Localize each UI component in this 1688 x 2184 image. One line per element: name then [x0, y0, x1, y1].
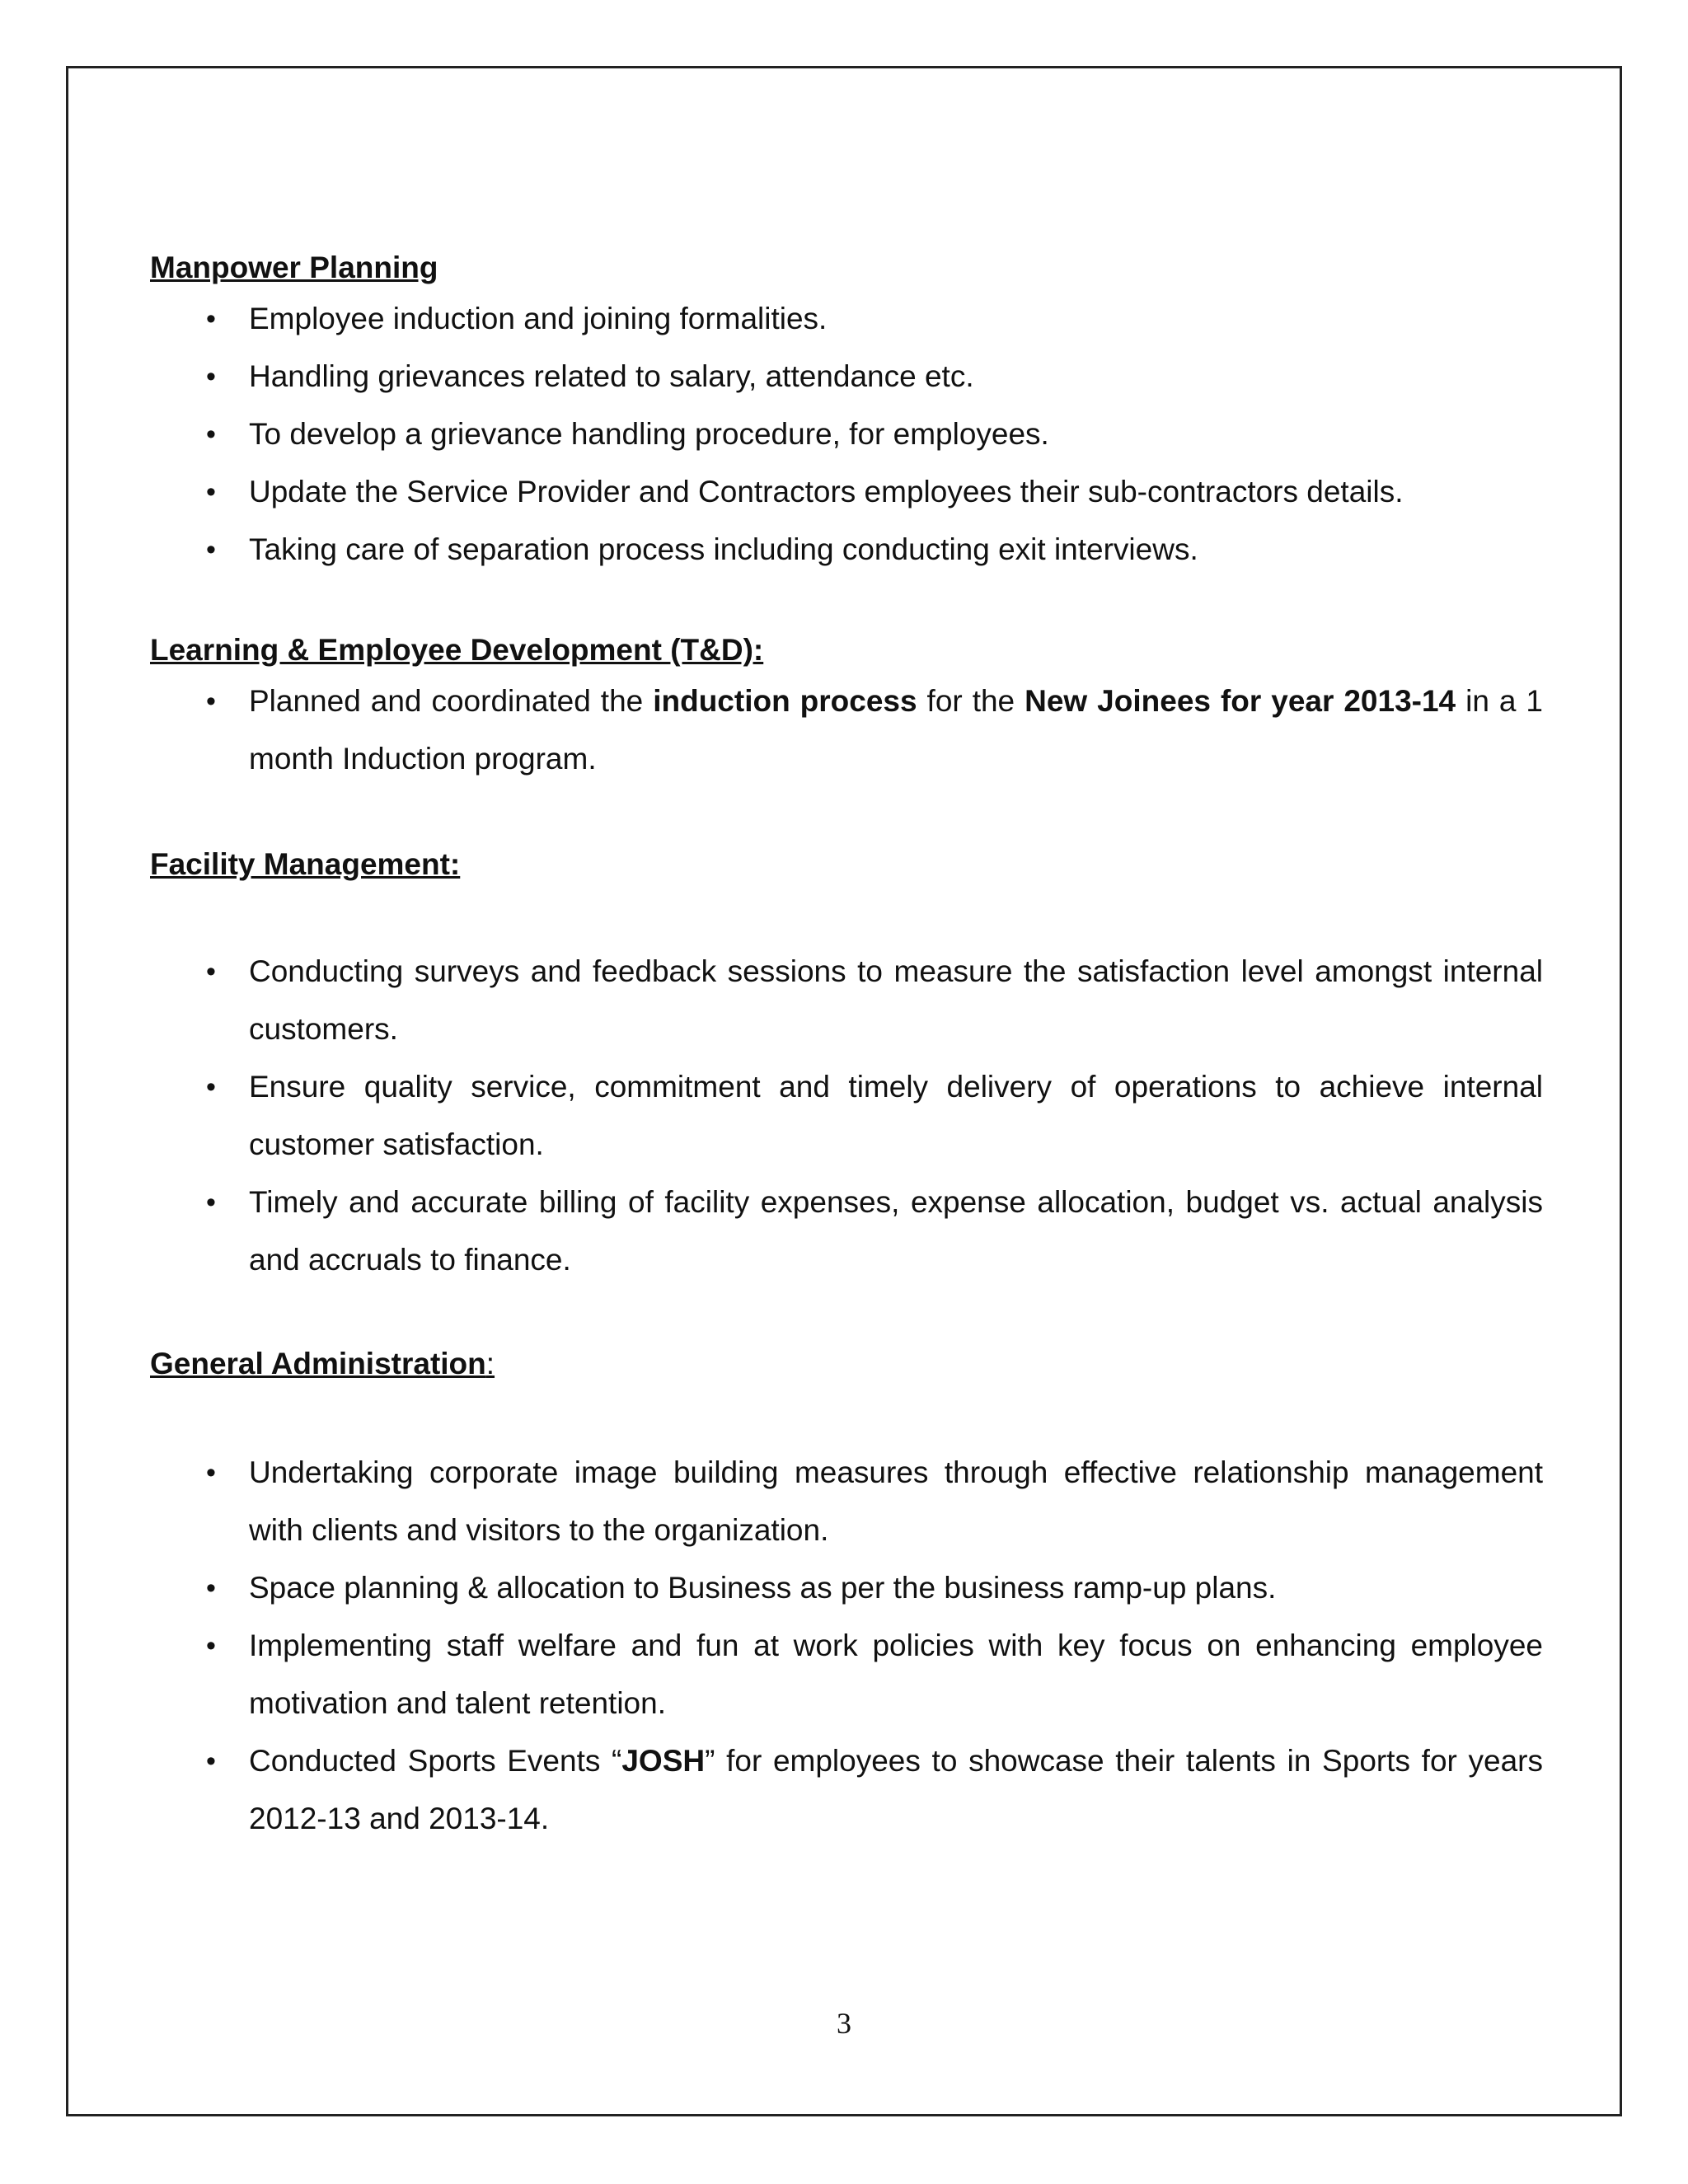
list-item: • Planned and coordinated the induction process for the New Joinees for year 2013-14 in a 1 month Induction program. — [150, 673, 1543, 788]
section-manpower-planning — [150, 247, 1543, 579]
list-item: • Update the Service Provider and Contractors employees their sub-contractors details. — [150, 463, 1543, 521]
bullet-icon: • — [206, 956, 216, 987]
section-heading-facility-management: Facility Management: — [150, 847, 461, 881]
page-number: 3 — [837, 2007, 851, 2040]
list-item: • Implementing staff welfare and fun at work policies with key focus on enhancing employee motivation and talent retention. — [150, 1617, 1543, 1732]
document-body — [150, 247, 1543, 1848]
bullet-icon: • — [206, 1457, 216, 1488]
bullet-list-manpower-planning — [150, 290, 1543, 579]
bullet-list-general-administration — [150, 1444, 1543, 1848]
section-heading-learning-development: Learning & Employee Development (T&D): — [150, 633, 764, 667]
list-item: • Undertaking corporate image building measures through effective relationship management with clients and visitors to the organization. — [150, 1444, 1543, 1559]
section-heading-general-administration: General Administration: — [150, 1347, 495, 1380]
list-item: • Conducted Sports Events “JOSH” for employees to showcase their talents in Sports for years 2012-13 and 2013-14. — [150, 1732, 1543, 1848]
bullet-icon: • — [206, 419, 216, 450]
list-item: • To develop a grievance handling procedure, for employees. — [150, 405, 1543, 463]
bullet-icon: • — [206, 361, 216, 392]
bullet-icon: • — [206, 1746, 216, 1777]
list-item: • Conducting surveys and feedback sessions to measure the satisfaction level amongst internal customers. — [150, 943, 1543, 1058]
bullet-icon: • — [206, 1630, 216, 1661]
bullet-icon: • — [206, 686, 216, 717]
list-item: • Space planning & allocation to Business as per the business ramp-up plans. — [150, 1559, 1543, 1617]
heading-colon: : — [485, 1347, 495, 1380]
bullet-icon: • — [206, 1071, 216, 1103]
bullet-icon: • — [206, 303, 216, 335]
bullet-list-learning-development — [150, 673, 1543, 788]
bullet-icon: • — [206, 476, 216, 508]
bullet-icon: • — [206, 1187, 216, 1218]
section-general-administration — [150, 1343, 1543, 1848]
section-facility-management — [150, 844, 1543, 1289]
bullet-icon: • — [206, 1572, 216, 1604]
section-heading-manpower-planning: Manpower Planning — [150, 251, 438, 284]
bullet-list-facility-management — [150, 943, 1543, 1289]
list-item: • Handling grievances related to salary, attendance etc. — [150, 348, 1543, 405]
list-item: • Timely and accurate billing of facility expenses, expense allocation, budget vs. actual analysis and accruals to finance. — [150, 1174, 1543, 1289]
list-item: • Taking care of separation process including conducting exit interviews. — [150, 521, 1543, 579]
list-item: • Employee induction and joining formalities. — [150, 290, 1543, 348]
list-item: • Ensure quality service, commitment and timely delivery of operations to achieve internal customer satisfaction. — [150, 1058, 1543, 1174]
section-learning-development — [150, 630, 1543, 788]
bullet-icon: • — [206, 534, 216, 565]
